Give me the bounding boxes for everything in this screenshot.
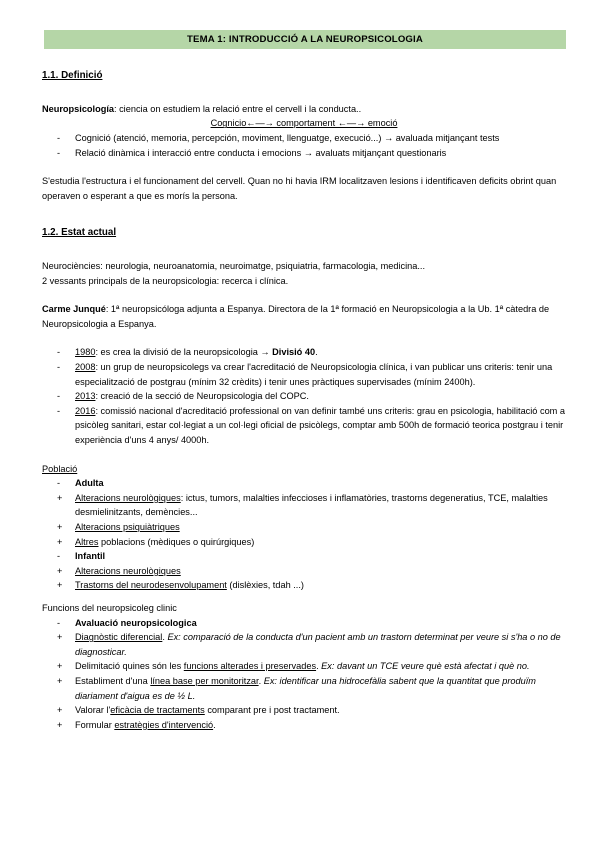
timeline-year: 2016 (75, 405, 96, 416)
poblacio-infantil-items (42, 564, 566, 593)
group-label: Infantil (75, 551, 106, 562)
list-item-text (75, 703, 566, 718)
definicio-paragraph: S'estudia l'estructura i el funcionament del cervell. Quan no hi havia IRM localitzaven lesions i identificaven deficits obrint quan operaven o esperant a que es morís la persona. (42, 176, 557, 201)
list-item-text (75, 491, 566, 520)
dash-bullet-icon: - (57, 391, 61, 402)
document-content (42, 30, 566, 732)
plus-bullet-icon: + (57, 632, 63, 643)
list-item (42, 389, 566, 404)
item-pre: Valorar l' (75, 705, 111, 716)
estat-actual-line1: Neurociències: neurologia, neuroanatomia, neuroimatge, psiquiatria, farmacologia, medicina... (42, 261, 426, 272)
group-label: Adulta (75, 478, 104, 489)
dash-bullet-icon: - (57, 617, 61, 628)
item-pre: Formular (75, 719, 115, 730)
heading-poblacio-text: Població (42, 463, 78, 474)
timeline-text: : comissió nacional d'acreditació professional on van definir també uns criteris: grau en psicologia, habilitació com a psicòleg sanitari, estar col·legiat a un col·legi oficial de psicòlegs, comptar amb 500h de formació teorica postgrau i tenir experiència d'uns 4 anys/ 4000h. (75, 405, 565, 446)
list-item (42, 360, 566, 389)
list-item (42, 630, 566, 659)
dash-bullet-icon: - (57, 362, 61, 373)
list-item-text (75, 630, 566, 659)
plus-bullet-icon: + (57, 705, 63, 716)
spacer (42, 82, 566, 102)
list-item-text (75, 535, 566, 550)
list-item-text: Cognició (atenció, memoria, percepción, moviment, llenguatge, execució...) → avaluada mitjançant tests (75, 132, 500, 143)
list-item (42, 476, 566, 491)
list-item (42, 718, 566, 733)
list-item (42, 703, 566, 718)
spacer (42, 448, 566, 462)
heading-definicio: 1.1. Definició (42, 70, 103, 82)
item-example: Ex: comparació de la conducta d'un pacient amb un trastorn determinat per veure si s'ha o no de diagnosticar. (75, 632, 561, 657)
list-item (42, 535, 566, 550)
item-term: funcions alterades i preservades (183, 661, 317, 672)
timeline-text: : creació de la secció de Neuropsicologia del COPC. (95, 391, 309, 402)
plus-bullet-icon: + (57, 675, 63, 686)
spacer (42, 288, 566, 302)
page-title-banner: TEMA 1: INTRODUCCIÓ A LA NEUROPSICOLOGIA (44, 30, 566, 49)
plus-bullet-icon: + (57, 580, 63, 591)
list-item-text: Relació dinàmica i interacció entre conducta i emocions → avaluats mitjançant questionaris (75, 147, 447, 158)
list-item (42, 345, 566, 360)
heading-funcions: Funcions del neuropsicoleg clinic (42, 602, 177, 613)
timeline-year: 2008 (75, 362, 96, 373)
list-item (42, 564, 566, 579)
list-item (42, 146, 566, 161)
definicio-lead-rest: : ciencia on estudiem la relació entre el cervell i la conducta.. (113, 103, 362, 114)
item-mid: . (316, 661, 322, 672)
carme-junque-rest: : 1ª neuropsicóloga adjunta a Espanya. Directora de la 1ª formació en Neuropsicologia a la Ub. 1ª càtedra de Neuropsicologia a Espanya. (42, 304, 550, 329)
definicio-lead-label: Neuropsicología (42, 103, 114, 114)
timeline-tail: . (315, 347, 318, 358)
item-term: Diagnòstic diferencial (75, 632, 163, 643)
list-item-text (75, 564, 566, 579)
timeline-text: : es crea la divisió de la neuropsicologia → (95, 347, 273, 358)
item-example: Ex: davant un TCE veure què està afectat i què no. (321, 661, 530, 672)
spacer (42, 160, 566, 174)
poblacio-adulta-items (42, 491, 566, 549)
spacer (42, 593, 566, 601)
list-item (42, 659, 566, 674)
item-term: línea base per monitoritzar (150, 675, 259, 686)
heading-estat-actual: 1.2. Estat actual (42, 227, 117, 239)
spacer (42, 239, 566, 259)
definicio-lead (42, 102, 566, 117)
item-rest: : ictus, tumors, malalties infeccioses i inflamatòries, trastorns degeneratius, TCE, malalties desmielinitzants, demències... (75, 492, 548, 518)
plus-bullet-icon: + (57, 719, 63, 730)
list-item (42, 131, 566, 146)
item-rest: (dislèxies, tdah ...) (226, 580, 304, 591)
item-term: Alteracions psiquiàtriques (75, 522, 180, 532)
item-mid: . (162, 632, 168, 643)
list-item (42, 520, 566, 535)
plus-bullet-icon: + (57, 565, 63, 576)
list-item-text (75, 718, 566, 733)
dash-bullet-icon: - (57, 147, 61, 158)
definicio-center-line-text: Cognicio←—→ comportament ←—→ emoció (210, 118, 398, 129)
list-item-text (75, 674, 566, 703)
list-item (42, 549, 566, 564)
list-item (42, 491, 566, 520)
list-item-text (75, 389, 566, 404)
plus-bullet-icon: + (57, 536, 63, 547)
timeline-bold-tail: Divisió 40 (272, 347, 316, 358)
list-item (42, 616, 566, 631)
timeline-year: 1980 (75, 347, 96, 358)
dash-bullet-icon: - (57, 347, 61, 358)
timeline-text: : un grup de neuropsicolegs va crear l'acreditació de Neuropsicologia clínica, i van publicar uns criteris: tenir una especialització de postgrau (mínim 32 crèdits) i tenir unes pràctiques supervisades (mínim 2400h). (75, 362, 553, 387)
item-post: . (213, 719, 216, 730)
funcions-items (42, 630, 566, 732)
list-item-text (75, 659, 566, 674)
carme-junque-label: Carme Junqué (42, 304, 106, 315)
heading-poblacio (42, 462, 566, 477)
list-item-text (75, 578, 566, 593)
item-term: Alteracions neurològiques (75, 565, 181, 576)
poblacio-group-infantil (42, 549, 566, 564)
item-rest: poblacions (mèdiques o quirúrgiques) (98, 536, 255, 547)
list-item-text (75, 520, 566, 535)
list-item (42, 578, 566, 593)
item-mid: . (258, 675, 264, 686)
list-item (42, 404, 566, 448)
item-term: Alteracions neurològiques (75, 492, 181, 503)
item-term: Altres (75, 536, 99, 547)
item-term: estratègies d'intervenció (114, 719, 214, 730)
timeline-list (42, 345, 566, 447)
list-item (42, 674, 566, 703)
plus-bullet-icon: + (57, 492, 63, 503)
dash-bullet-icon: - (57, 551, 61, 562)
spacer (42, 331, 566, 345)
item-term: Trastorns del neurodesenvolupament (75, 580, 227, 591)
definicio-bullet-list (42, 131, 566, 160)
carme-junque-paragraph (42, 302, 566, 331)
plus-bullet-icon: + (57, 661, 63, 672)
item-example: Ex: identificar una hidrocefàlia sabent que la quantitat que produïm diariament d'aigua es de ½ L. (75, 675, 536, 701)
list-item-text (75, 345, 566, 360)
dash-bullet-icon: - (57, 405, 61, 416)
list-item-text (75, 360, 566, 389)
dash-bullet-icon: - (57, 132, 61, 143)
item-term: eficàcia de tractaments (110, 705, 205, 716)
list-item-text (75, 404, 566, 448)
dash-bullet-icon: - (57, 478, 61, 489)
item-post: comparant pre i post tractament. (204, 705, 340, 716)
item-pre: Establiment d'una (75, 675, 151, 686)
timeline-year: 2013 (75, 391, 96, 402)
definicio-center-line (42, 116, 566, 131)
plus-bullet-icon: + (57, 522, 63, 532)
group-label: Avaluació neuropsicologica (75, 617, 197, 628)
estat-actual-line2: 2 vessants principals de la neuropsicologia: recerca i clínica. (42, 275, 289, 286)
poblacio-group-adulta (42, 476, 566, 491)
item-pre: Delimitació quines són les (75, 661, 184, 672)
funcions-group (42, 616, 566, 631)
